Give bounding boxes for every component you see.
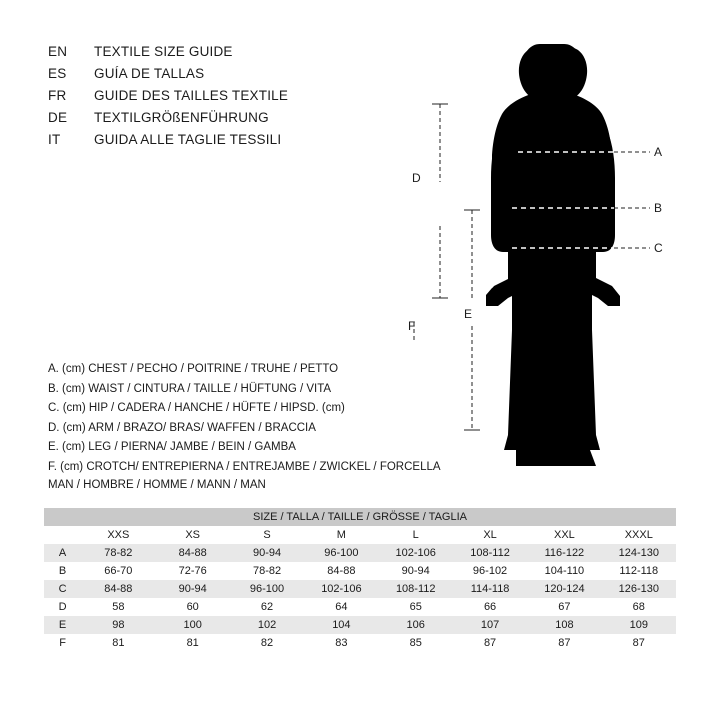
cell-b-xs: 72-76 bbox=[156, 562, 230, 580]
figure-label-a: A bbox=[654, 145, 663, 159]
col-head-xs: XS bbox=[156, 526, 230, 544]
cell-c-xxs: 84-88 bbox=[81, 580, 155, 598]
row-label-d: D bbox=[44, 598, 81, 616]
cell-d-xxs: 58 bbox=[81, 598, 155, 616]
cell-b-xxl: 104-110 bbox=[527, 562, 601, 580]
legend-item-f: F. (cm) CROTCH/ ENTREPIERNA / ENTREJAMBE / ZWICKEL / FORCELLA bbox=[48, 460, 441, 473]
legend-item-e: E. (cm) LEG / PIERNA/ JAMBE / BEIN / GAMBA bbox=[48, 441, 296, 453]
title-lang-de: DE bbox=[48, 110, 68, 125]
row-label-e: E bbox=[44, 616, 81, 634]
table-corner-cell bbox=[44, 526, 81, 544]
cell-d-m: 64 bbox=[304, 598, 378, 616]
col-head-xl: XL bbox=[453, 526, 527, 544]
col-head-xxs: XXS bbox=[81, 526, 155, 544]
title-text-es: GUÍA DE TALLAS bbox=[94, 66, 205, 81]
cell-b-s: 78-82 bbox=[230, 562, 304, 580]
cell-c-xl: 114-118 bbox=[453, 580, 527, 598]
figure-label-c: C bbox=[654, 241, 663, 255]
body-silhouette-figure bbox=[400, 30, 700, 490]
cell-c-s: 96-100 bbox=[230, 580, 304, 598]
col-head-xxxl: XXXL bbox=[602, 526, 676, 544]
col-head-s: S bbox=[230, 526, 304, 544]
title-row bbox=[48, 110, 428, 132]
table-row bbox=[44, 580, 676, 598]
row-label-a: A bbox=[44, 544, 81, 562]
cell-e-s: 102 bbox=[230, 616, 304, 634]
figure-label-b: B bbox=[654, 201, 663, 215]
table-row bbox=[44, 598, 676, 616]
silhouette-body-fill bbox=[486, 46, 620, 467]
legend-item-b: B. (cm) WAIST / CINTURA / TAILLE / HÜFTUNG / VITA bbox=[48, 382, 332, 395]
cell-a-xl: 108-112 bbox=[453, 544, 527, 562]
cell-b-xxxl: 112-118 bbox=[602, 562, 676, 580]
table-column-header-row bbox=[44, 526, 676, 544]
cell-b-l: 90-94 bbox=[379, 562, 453, 580]
col-head-xxl: XXL bbox=[527, 526, 601, 544]
title-text-fr: GUIDE DES TAILLES TEXTILE bbox=[94, 88, 289, 103]
dimension-d bbox=[432, 104, 448, 298]
title-lang-fr: FR bbox=[48, 88, 67, 103]
cell-c-m: 102-106 bbox=[304, 580, 378, 598]
title-text-de: TEXTILGRÖßENFÜHRUNG bbox=[94, 110, 269, 125]
cell-f-xxl: 87 bbox=[527, 634, 601, 652]
title-lang-it: IT bbox=[48, 132, 61, 147]
legend-item-c: C. (cm) HIP / CADERA / HANCHE / HÜFTE / HIPSD. (cm) bbox=[48, 402, 345, 414]
cell-b-xl: 96-102 bbox=[453, 562, 527, 580]
dimension-f bbox=[444, 104, 446, 428]
legend-item-a: A. (cm) CHEST / PECHO / POITRINE / TRUHE / PETTO bbox=[48, 363, 339, 375]
cell-f-l: 85 bbox=[379, 634, 453, 652]
cell-f-xl: 87 bbox=[453, 634, 527, 652]
cell-f-xs: 81 bbox=[156, 634, 230, 652]
table-row bbox=[44, 544, 676, 562]
table-header-label: SIZE / TALLA / TAILLE / GRÖSSE / TAGLIA bbox=[44, 508, 676, 526]
size-table bbox=[44, 508, 676, 652]
title-row bbox=[48, 44, 428, 66]
row-label-c: C bbox=[44, 580, 81, 598]
cell-e-xxs: 98 bbox=[81, 616, 155, 634]
legend-gender-note: MAN / HOMBRE / HOMME / MANN / MAN bbox=[48, 479, 266, 491]
col-head-l: L bbox=[379, 526, 453, 544]
legend-item-d: D. (cm) ARM / BRAZO/ BRAS/ WAFFEN / BRACCIA bbox=[48, 421, 316, 434]
title-lang-en: EN bbox=[48, 44, 68, 59]
title-row bbox=[48, 132, 428, 154]
figure-label-e: E bbox=[464, 307, 473, 321]
cell-d-xxxl: 68 bbox=[602, 598, 676, 616]
cell-e-xl: 107 bbox=[453, 616, 527, 634]
row-label-b: B bbox=[44, 562, 81, 580]
table-row bbox=[44, 634, 676, 652]
col-head-m: M bbox=[304, 526, 378, 544]
table-header-band bbox=[44, 508, 676, 526]
cell-e-xxxl: 109 bbox=[602, 616, 676, 634]
cell-c-xxl: 120-124 bbox=[527, 580, 601, 598]
cell-c-l: 108-112 bbox=[379, 580, 453, 598]
cell-b-m: 84-88 bbox=[304, 562, 378, 580]
figure-label-d: D bbox=[412, 171, 421, 185]
title-text-it: GUIDA ALLE TAGLIE TESSILI bbox=[94, 132, 282, 147]
title-lang-es: ES bbox=[48, 66, 67, 81]
cell-d-l: 65 bbox=[379, 598, 453, 616]
cell-a-xxs: 78-82 bbox=[81, 544, 155, 562]
title-row bbox=[48, 88, 428, 110]
cell-a-xxxl: 124-130 bbox=[602, 544, 676, 562]
title-text-en: TEXTILE SIZE GUIDE bbox=[94, 44, 233, 59]
cell-d-s: 62 bbox=[230, 598, 304, 616]
callout-lines-right bbox=[614, 152, 650, 248]
cell-c-xs: 90-94 bbox=[156, 580, 230, 598]
cell-f-s: 82 bbox=[230, 634, 304, 652]
cell-a-xxl: 116-122 bbox=[527, 544, 601, 562]
size-table-wrap bbox=[44, 508, 676, 652]
cell-b-xxs: 66-70 bbox=[81, 562, 155, 580]
figure-label-f: F bbox=[408, 319, 416, 333]
cell-d-xl: 66 bbox=[453, 598, 527, 616]
title-row bbox=[48, 66, 428, 88]
cell-e-xxl: 108 bbox=[527, 616, 601, 634]
cell-a-l: 102-106 bbox=[379, 544, 453, 562]
cell-f-xxs: 81 bbox=[81, 634, 155, 652]
row-label-f: F bbox=[44, 634, 81, 652]
cell-a-m: 96-100 bbox=[304, 544, 378, 562]
cell-a-s: 90-94 bbox=[230, 544, 304, 562]
cell-f-m: 83 bbox=[304, 634, 378, 652]
cell-a-xs: 84-88 bbox=[156, 544, 230, 562]
cell-d-xs: 60 bbox=[156, 598, 230, 616]
cell-e-m: 104 bbox=[304, 616, 378, 634]
cell-e-xs: 100 bbox=[156, 616, 230, 634]
cell-d-xxl: 67 bbox=[527, 598, 601, 616]
table-row bbox=[44, 562, 676, 580]
cell-f-xxxl: 87 bbox=[602, 634, 676, 652]
cell-e-l: 106 bbox=[379, 616, 453, 634]
table-row bbox=[44, 616, 676, 634]
cell-c-xxxl: 126-130 bbox=[602, 580, 676, 598]
title-block bbox=[48, 44, 428, 154]
